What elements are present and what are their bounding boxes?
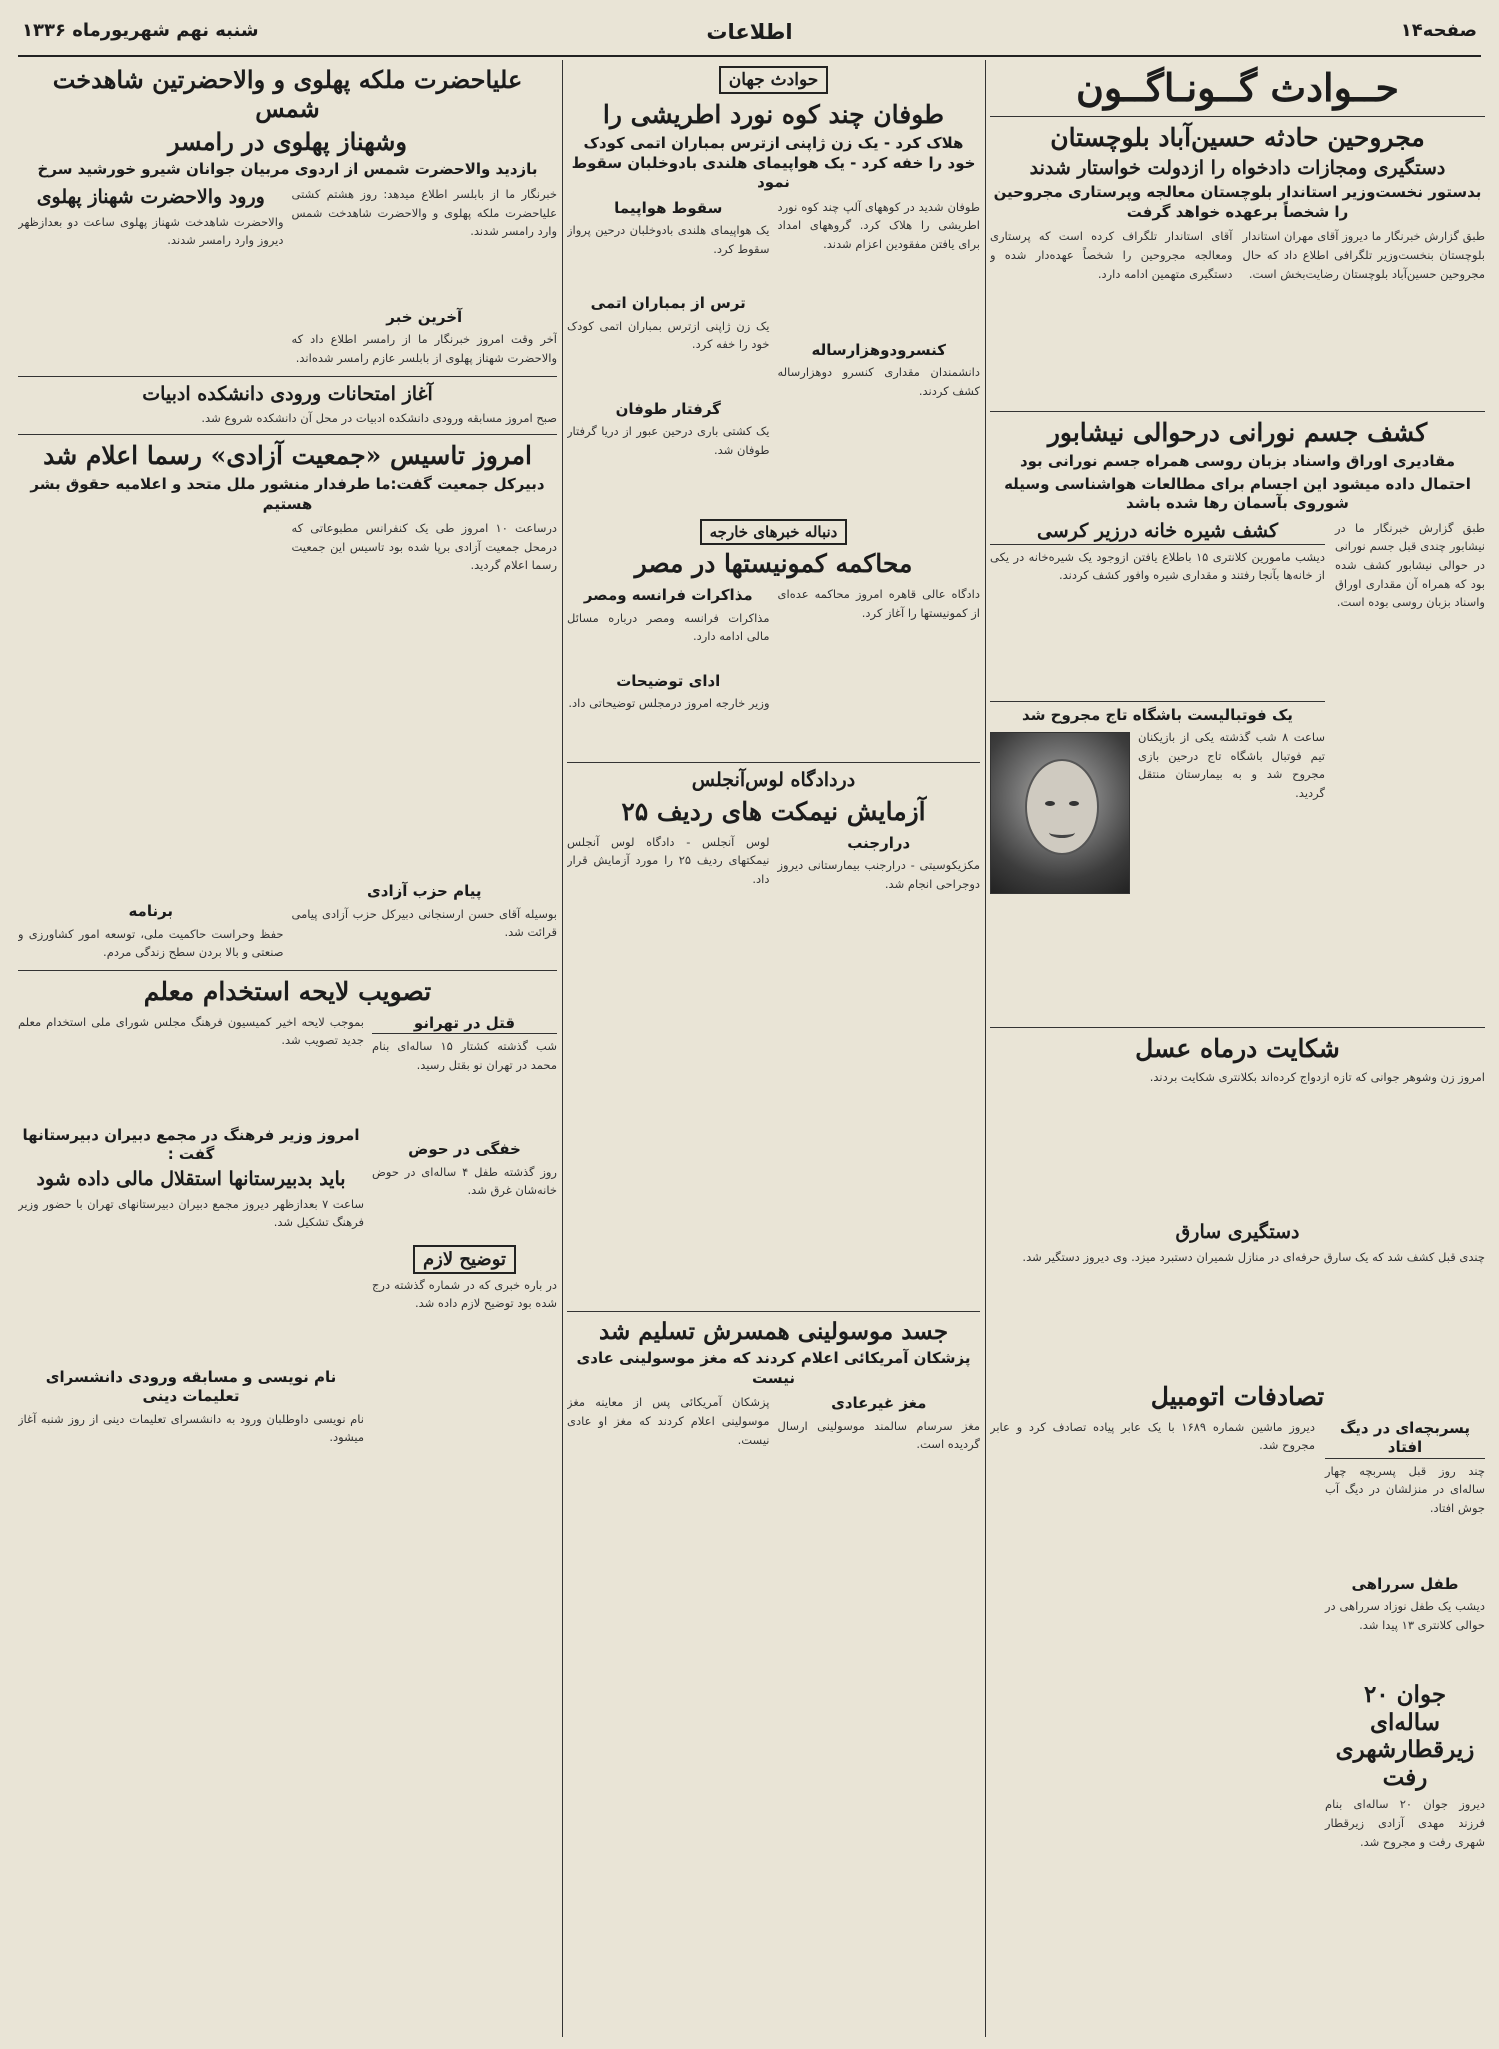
newspaper-name: اطلاعات (706, 20, 793, 44)
story-body: طبق گزارش خبرنگار ما در نیشابور چندی قبل جسم نورانی در حوالی نیشابور کشف شده بود که همراه آن مقداری اوراق واسناد بزبان روسی بوده است. (1335, 520, 1485, 610)
page-number: صفحه۱۴ (1400, 20, 1477, 41)
story-body: چندی قبل کشف شد که یک سارق حرفه‌ای در منازل شمیران دستبرد میزد. وی دیروز دستگیر شد. (1022, 1249, 1485, 1264)
story-body: دیشب یک طفل نوزاد سرراهی در حوالی کلانتری ۱۳ پیدا شد. (1325, 1599, 1485, 1632)
story-deck: بازدید والاحضرت شمس از اردوی مربیان جوانان شیرو خورشید سرخ (37, 160, 538, 179)
story-headline: ادای توضیحات (616, 671, 721, 690)
story-headline: کشف جسم نورانی درحوالی نیشابور (1047, 418, 1428, 448)
story-headline: توضیح لازم (413, 1245, 516, 1274)
story-body: یک زن ژاپنی ازترس بمباران اتمی کودک خود را خفه کرد. (567, 318, 770, 352)
story-body: حفظ وحراست حاکمیت ملی، توسعه امور کشاورزی و صنعتی و بالا بردن سطح زندگی مردم. (18, 926, 284, 960)
story-headline: گرفتار طوفان (615, 399, 721, 418)
story-deck: هلاک کرد - یک زن ژاپنی ازترس بمباران اتمی کودک خود را خفه کرد - یک هواپیمای هلندی بادوخلبان سقوط نمود (571, 134, 976, 191)
story-headline: طوفان چند کوه نورد اطریشی را (602, 100, 945, 129)
story-body: مغز سرسام سالمند موسولینی ارسال گردیده است. (777, 1418, 980, 1452)
story-deck: دبیرکل جمعیت گفت:ما طرفدار منشور ملل متحد و اعلامیه حقوق بشر هستیم (30, 475, 545, 513)
story-deck: مقادیری اوراق واسناد بزبان روسی همراه جسم نورانی بود (1019, 452, 1456, 471)
story-headline: درارجنب (847, 833, 911, 852)
story-headline: یک فوتبالیست باشگاه تاج مجروح شد (990, 701, 1325, 726)
story-headline: آغاز امتحانات ورودی دانشکده ادبیات (142, 382, 433, 405)
section-title-foreign: دنباله خبرهای خارجه (700, 519, 848, 545)
story-body: امروز زن وشوهر جوانی که تازه ازدواج کرده‌اند بکلانتری شکایت بردند. (1149, 1069, 1485, 1084)
story-headline: باید بدبیرستانها استقلال مالی داده شود (36, 1167, 346, 1190)
story-body: صبح امروز مسابقه ورودی دانشکده ادبیات در محل آن دانشکده شروع شد. (201, 411, 557, 426)
story-headline: پیام حزب آزادی (367, 882, 482, 901)
story-body: ساعت ۷ بعدازظهر دیروز مجمع دبیران دبیرستانهای تهران با حضور وزیر فرهنگ تشکیل شد. (18, 1196, 365, 1230)
story-headline: مغز غیرعادی (831, 1394, 927, 1413)
story-body: روز گذشته طفل ۴ ساله‌ای در حوض خانه‌شان غرق شد. (372, 1164, 557, 1198)
story-headline: پسربچه‌ای در دیگ افتاد (1325, 1419, 1485, 1459)
story-body: والاحضرت شاهدخت شهناز پهلوی ساعت دو بعدازظهر دیروز وارد رامسر شدند. (18, 214, 284, 248)
story-body: دیشب مامورین کلانتری ۱۵ باطلاع یافتن ازوجود یک شیره‌خانه در یکی از خانه‌ها بآنجا رفتند و مقداری شیره وافور کشف کردند. (990, 549, 1325, 583)
story-headline: جسد موسولینی همسرش تسلیم شد (598, 1317, 949, 1345)
story-headline: علیاحضرت ملکه پهلوی و والاحضرتین شاهدخت شمس (52, 65, 523, 123)
story-body: بوسیله آقای حسن ارسنجانی دبیرکل حزب آزادی پیامی قرائت شد. (291, 906, 557, 940)
story-headline: برنامه (128, 902, 174, 921)
story-body: یک هواپیمای هلندی بادوخلبان درحین پرواز سقوط کرد. (567, 223, 770, 256)
story-headline: کنسرودوهزارساله (811, 340, 946, 359)
story-headline: محاکمه کمونیستها در مصر (634, 549, 913, 578)
story-body: پزشکان آمریکائی پس از معاینه مغز موسولینی اعلام کردند که مغز او عادی نیست. (567, 1395, 770, 1447)
story-body: خبرنگار ما از بابلسر اطلاع میدهد: روز هشتم کشتی علیاحضرت ملکه پهلوی و والاحضرت شاهدخت شمس وارد رامسر شدند. (291, 186, 557, 239)
story-subdeck: احتمال داده میشود این اجسام برای مطالعات هواشناسی وسیله شوروی بآسمان رها شده باشد (1004, 474, 1471, 513)
story-body: نام نویسی داوطلبان ورود به دانشسرای تعلیمات دینی از روز شنبه آغاز میشود. (18, 1411, 364, 1445)
story-headline: کشف شیره خانه درزیر کرسی (990, 520, 1325, 545)
story-body: در باره خبری که در شماره گذشته درج شده بود توضیح لازم داده شد. (372, 1277, 557, 1311)
story-body: دیروز ماشین شماره ۱۶۸۹ با یک عابر پیاده تصادف کرد و عابر مجروح شد. (990, 1419, 1315, 1453)
masthead-rule (18, 55, 1481, 57)
story-body: طبق گزارش خبرنگار ما دیروز آقای مهران استاندار بلوچستان بنخست‌وزیر تلگرافی اطلاع داد که حال مجروحین حسین‌آباد بلوچستان رضایت‌بخش است. (1242, 229, 1485, 281)
middle-column (567, 62, 980, 2037)
issue-date: شنبه نهم شهریورماه ۱۳۳۶ (22, 20, 259, 41)
story-body: مذاکرات فرانسه ومصر درباره مسائل مالی ادامه دارد. (567, 610, 770, 644)
story-body: ساعت ۸ شب گذشته یکی از بازیکنان تیم فوتبال باشگاه تاج درحین بازی مجروح شد و به بیمارستان منتقل گردید. (1138, 730, 1325, 800)
story-headline: تصادفات اتومبیل (1150, 1381, 1325, 1411)
story-headline: مذاکرات فرانسه ومصر (583, 586, 753, 604)
story-body: آخر وقت امروز خبرنگار ما از رامسر اطلاع داد که والاحضرت شهناز پهلوی از بابلسر عازم رامسر شده‌اند. (291, 332, 557, 366)
story-headline: وشهناز پهلوی در رامسر (168, 126, 407, 156)
story-headline: نام نویسی و مسابقه ورودی دانشسرای تعلیمات دینی (45, 1367, 337, 1406)
story-body: وزیر خارجه امروز درمجلس توضیحاتی داد. (568, 696, 770, 710)
column-divider-left (562, 60, 563, 2037)
section-title-world: حوادث جهان (719, 66, 829, 94)
story-headline: سقوط هواپیما (614, 198, 723, 217)
story-body: دانشمندان مقداری کنسرو دوهزارساله کشف کردند. (777, 365, 980, 398)
story-headline: تصویب لایحه استخدام معلم (143, 976, 432, 1006)
story-headline: مجروحین حادثه حسین‌آباد بلوچستان (1050, 122, 1425, 152)
story-body: لوس آنجلس - دادگاه لوس آنجلس نیمکتهای ردیف ۲۵ را مورد آزمایش قرار داد. (567, 834, 770, 886)
story-deck: پزشکان آمریکائی اعلام کردند که مغز موسولینی عادی نیست (576, 1349, 971, 1387)
story-deck: بدستور نخست‌وزیر استاندار بلوچستان معالجه وپرستاری مجروحین را شخصاً برعهده خواهد گرفت (993, 183, 1482, 221)
story-deck: آزمایش نیمکت های ردیف ۲۵ (621, 796, 926, 826)
story-body: آقای استاندار تلگراف کرده است که پرستاری ومعالجه مجروحین را شخصاً عهده‌دار شده و دستگیری متهمین ادامه دارد. (990, 229, 1233, 281)
story-headline: جوان ۲۰ ساله‌ای زیرقطارشهری رفت (1335, 1681, 1475, 1791)
story-body: چند روز قبل پسربچه چهار ساله‌ای در منزلشان در دیگ آب جوش افتاد. (1325, 1463, 1485, 1515)
footballer-photo (990, 732, 1130, 894)
story-body: طوفان شدید در کوههای آلپ چند کوه نورد اطریشی را هلاک کرد. گروههای امداد برای یافتن مفقودین اعزام شدند. (777, 199, 980, 251)
story-headline: دستگیری سارق (1175, 1220, 1300, 1243)
story-headline: آخرین خبر (386, 307, 463, 326)
column-divider-right (985, 60, 986, 2037)
story-deck: امروز وزیر فرهنگ در مجمع دبیران دبیرستانها گفت : (22, 1125, 360, 1164)
story-headline: طفل سرراهی (1351, 1574, 1459, 1593)
section-title-incidents: حــوادث گــونـاگــون (1075, 65, 1400, 110)
story-body: درساعت ۱۰ امروز طی یک کنفرانس مطبوعاتی که درمحل جمعیت آزادی برپا شده بود تاسیس این جمعیت رسما اعلام گردید. (291, 521, 557, 573)
story-headline: ترس از بمباران اتمی (590, 294, 746, 312)
story-body: مکزیکوسیتی - درارجنب بیمارستانی دیروز دوجراحی انجام شد. (777, 858, 980, 891)
story-body: یک کشتی باری درحین عبور از دریا گرفتار طوفان شد. (567, 424, 770, 457)
story-headline: خفگی در حوض (408, 1140, 521, 1159)
right-column (990, 62, 1485, 2037)
story-headline: شکایت درماه عسل (1135, 1033, 1340, 1063)
story-body: شب گذشته کشتار ۱۵ ساله‌ای بنام محمد در تهران نو بقتل رسید. (372, 1039, 557, 1072)
story-headline: دردادگاه لوس‌آنجلس (691, 769, 856, 791)
story-headline: امروز تاسیس «جمعیت آزادی» رسما اعلام شد (43, 441, 532, 471)
story-headline: ورود والاحضرت شهناز پهلوی (36, 185, 265, 208)
story-body: بموجب لایحه اخیر کمیسیون فرهنگ مجلس شورای ملی استخدام معلم جدید تصویب شد. (18, 1014, 364, 1048)
story-subheadline: دستگیری ومجازات دادخواه را ازدولت خواستار شدند (1029, 156, 1446, 179)
left-column (18, 62, 557, 2037)
story-body: دادگاه عالی قاهره امروز محاکمه عده‌ای از کمونیستها را آغاز کرد. (777, 587, 980, 620)
story-headline: قتل در تهرانو (372, 1014, 557, 1035)
story-body: دیروز جوان ۲۰ ساله‌ای بنام فرزند مهدی آزادی زیرقطار شهری رفت و مجروح شد. (1325, 1797, 1485, 1849)
